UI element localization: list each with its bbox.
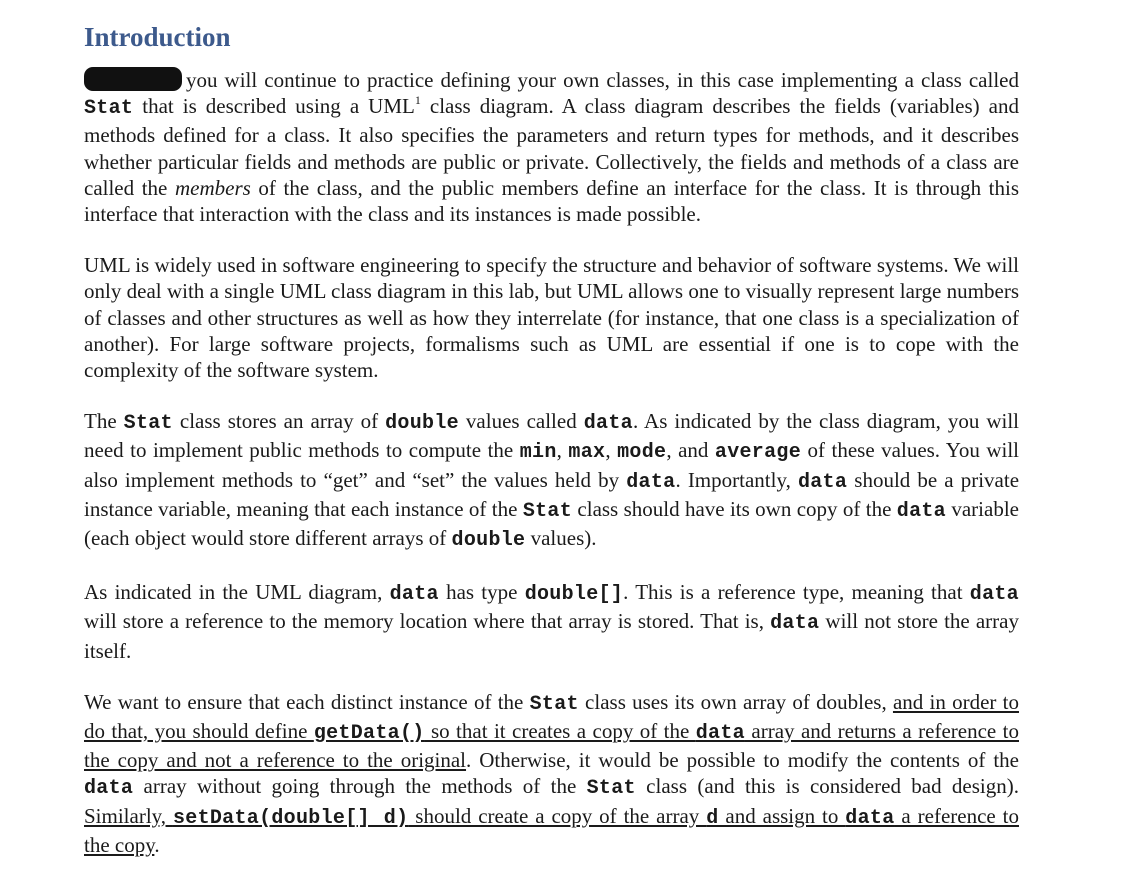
paragraph-intro: you will continue to practice defining your own classes, in this case implementing a class called Stat that is described using a UML$^1$ class diagram. A class diagram describes the fields (variables) and methods defined for a class. It also specifies the parameters and return types for methods, and it describes whether particular fields and methods are public or private. Collectively, the fields and methods of a class are called the members of the class, and the public members define an interface for the class. It is through this interface that interaction with the class and its instances is made possible. <box>84 68 1020 227</box>
paragraph-copy-semantics: We want to ensure that each distinct instance of the Stat class uses its own array of doubles, and in order to do that, you should define getData() so that it creates a copy of the data array and returns a reference to the copy and not a reference to the original. Otherwise, it would be possible to modify the contents of the data array without going through the methods of the Stat class (and this is considered bad design). Similarly, setData(double[] d) should create a copy of the array d and assign to data a reference to the copy. <box>84 689 1020 857</box>
paragraph-stat-class: The Stat class stores an array of double values called data. As indicated by the class diagram, you will need to implement public methods to compute the min, max, mode, and average of these values. You will also implement methods to “get” and “set” the values held by data. Importantly, data should be a private instance variable, meaning that each instance of the Stat class should have its own copy of the data variable (each object would store different arrays of double values). <box>84 409 1020 553</box>
document-page <box>84 22 1019 883</box>
paragraph-reference-type: As indicated in the UML diagram, data has type double[]. This is a reference type, meaning that data will store a reference to the memory location where that array is stored. That is, data will not store the array itself. <box>84 580 1019 663</box>
paragraph-uml: UML is widely used in software engineering to specify the structure and behavior of software systems. We will only deal with a single UML class diagram in this lab, but UML allows one to visually represent large numbers of classes and other structures as well as how they interrelate (for instance, that one class is a specialization of another). For large software projects, formalisms such as UML are essential if one is to cope with the complexity of the software system. <box>84 253 1019 383</box>
redaction-mark <box>84 67 182 91</box>
section-heading: Introduction <box>84 22 231 52</box>
footnote-marker: 1 <box>414 93 421 108</box>
